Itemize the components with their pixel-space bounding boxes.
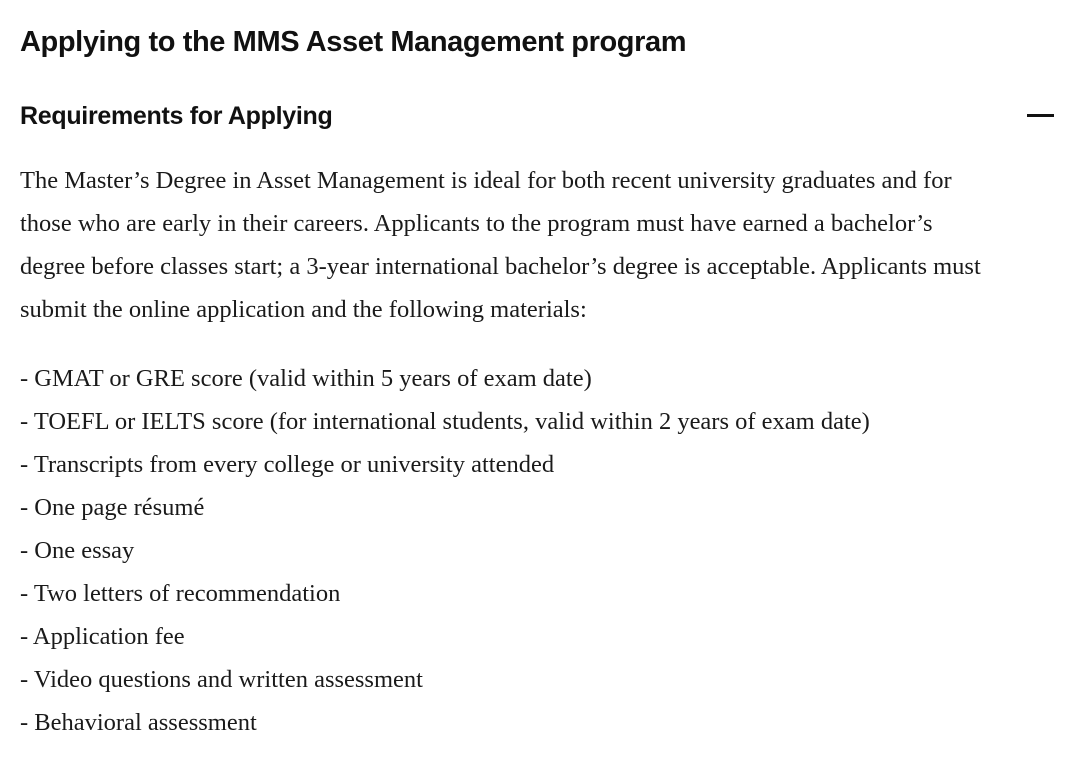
page-title: Applying to the MMS Asset Management program (20, 26, 687, 58)
list-item: - Transcripts from every college or university attended (20, 451, 555, 478)
intro-line: degree before classes start; a 3-year international bachelor’s degree is acceptable. Applicants must (20, 253, 981, 280)
minus-collapse-icon[interactable] (1027, 114, 1054, 117)
list-item: - One page résumé (20, 494, 205, 521)
list-item: - TOEFL or IELTS score (for international students, valid within 2 years of exam date) (20, 408, 870, 435)
list-item: - Behavioral assessment (20, 709, 257, 736)
intro-line: those who are early in their careers. Applicants to the program must have earned a bachelor’s (20, 210, 933, 237)
intro-line: submit the online application and the following materials: (20, 296, 587, 323)
requirements-accordion-header[interactable] (20, 98, 1054, 134)
intro-paragraph (20, 159, 1060, 331)
intro-line: The Master’s Degree in Asset Management is ideal for both recent university graduates and for (20, 167, 952, 194)
list-item: - Video questions and written assessment (20, 666, 423, 693)
list-item: - GMAT or GRE score (valid within 5 years of exam date) (20, 365, 592, 392)
section-title: Requirements for Applying (20, 102, 333, 130)
list-item: - Two letters of recommendation (20, 580, 341, 607)
list-item: - One essay (20, 537, 135, 564)
list-item: - Application fee (20, 623, 185, 650)
materials-list (20, 357, 870, 744)
